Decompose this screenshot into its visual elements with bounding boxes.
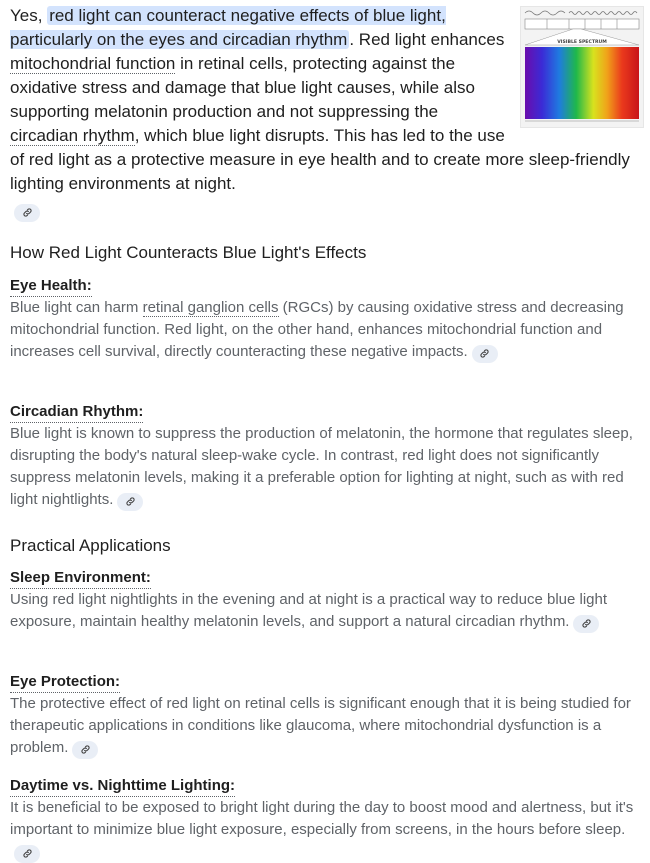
section-heading: How Red Light Counteracts Blue Light's Effects <box>10 243 367 262</box>
item-text: It is beneficial to be exposed to bright light during the day to boost mood and alertness, but it's important to minimize blue light exposure, especially from screens, in the hours before sleep. <box>10 799 634 838</box>
item-title: Eye Protection: <box>10 672 120 693</box>
intro-text-2: in retinal cells, protecting against the oxidative stress and damage that blue light causes, while also supporting melatonin production and not suppressing the <box>10 54 475 121</box>
intro-paragraph <box>10 4 644 222</box>
link-mitochondrial-function[interactable]: mitochondrial function <box>10 54 176 73</box>
item-text: The protective effect of red light on retinal cells is significant enough that it is being studied for therapeutic applications in conditions like glaucoma, where mitochondrial dysfunction is a problem. <box>10 695 631 756</box>
item-body <box>10 297 644 363</box>
item-body <box>10 423 644 511</box>
item-eye-protection <box>10 672 644 759</box>
link-circadian-rhythm[interactable]: circadian rhythm <box>10 126 135 145</box>
item-circadian-rhythm <box>10 402 644 511</box>
source-link-chip[interactable] <box>117 493 143 511</box>
item-text: Blue light is known to suppress the production of melatonin, the hormone that regulates sleep, disrupting the body's natural sleep-wake cycle. In contrast, red light does not significantly suppress melatonin levels, making it a preferable option for lighting at night, such as with red light nightlights. <box>10 425 633 508</box>
source-link-chip[interactable] <box>573 615 599 633</box>
item-body <box>10 693 644 759</box>
item-text: Blue light can harm <box>10 299 143 316</box>
item-title: Circadian Rhythm: <box>10 402 143 423</box>
ai-answer <box>10 4 644 222</box>
item-eye-health <box>10 276 644 363</box>
intro-highlight: red light can counteract negative effects of blue light, particularly on the eyes and circadian rhythm <box>10 6 446 49</box>
section-practical-applications <box>10 534 644 558</box>
link-icon <box>125 496 136 507</box>
source-link-chip[interactable] <box>14 204 40 222</box>
section-heading: Practical Applications <box>10 536 171 555</box>
item-body <box>10 589 644 633</box>
item-title: Eye Health: <box>10 276 92 297</box>
visible-spectrum-image[interactable] <box>520 6 644 128</box>
source-link-chip[interactable] <box>72 741 98 759</box>
item-title: Daytime vs. Nighttime Lighting: <box>10 776 235 797</box>
spectrum-caption: VISIBLE SPECTRUM <box>557 40 607 45</box>
link-icon <box>581 618 592 629</box>
section-how-red-light <box>10 241 644 265</box>
intro-prefix: Yes, <box>10 6 48 25</box>
source-link-chip[interactable] <box>14 845 40 863</box>
item-body <box>10 797 644 863</box>
intro-text-3: , which blue light disrupts. This has led to the use of red light as a protective measure in eye health and to create more sleep-friendly lighting environments at night. <box>10 126 630 193</box>
item-daytime-vs-nighttime <box>10 776 644 863</box>
source-link-chip[interactable] <box>472 345 498 363</box>
intro-text-1: . Red light enhances <box>349 30 505 49</box>
item-text: Using red light nightlights in the evening and at night is a practical way to reduce blue light exposure, maintain healthy melatonin levels, and support a natural circadian rhythm. <box>10 591 608 630</box>
link-icon <box>479 348 490 359</box>
spectrum-illustration <box>521 7 643 127</box>
item-text-2: (RGCs) by causing oxidative stress and decreasing mitochondrial function. Red light, on the other hand, enhances mitochondrial function and increases cell survival, directly counteracting these negative impacts. <box>10 299 624 360</box>
link-icon <box>80 744 91 755</box>
item-sleep-environment <box>10 568 644 633</box>
link-icon <box>22 848 33 859</box>
link-icon <box>22 207 33 218</box>
link-retinal-ganglion-cells[interactable]: retinal ganglion cells <box>142 299 279 316</box>
item-title: Sleep Environment: <box>10 568 151 589</box>
